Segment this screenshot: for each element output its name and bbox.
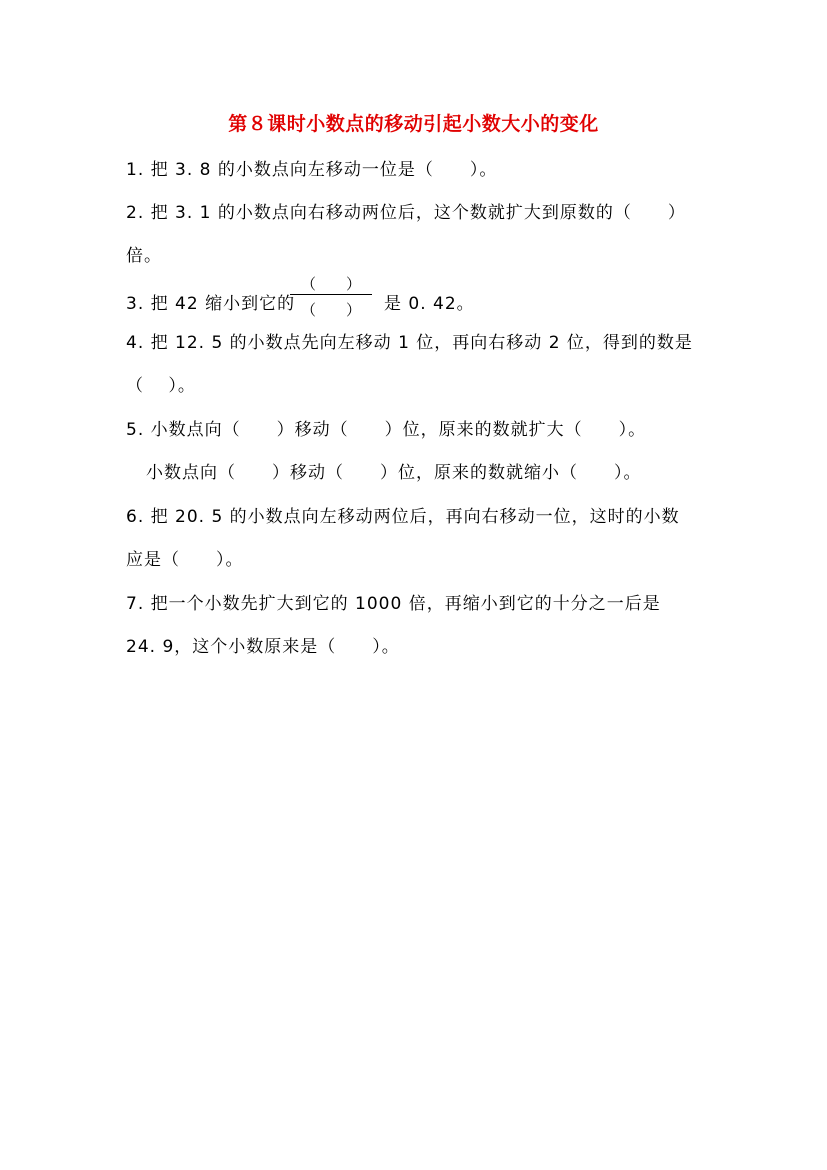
question-7-line-1: 7. 把一个小数先扩大到它的 1000 倍，再缩小到它的十分之一后是 bbox=[126, 594, 661, 614]
question-2-line-1: 2. 把 3. 1 的小数点向右移动两位后，这个数就扩大到原数的（ ） bbox=[126, 203, 686, 223]
question-1: 1. 把 3. 8 的小数点向左移动一位是（ ）。 bbox=[126, 160, 498, 180]
question-5-line-1: 5. 小数点向（ ）移动（ ）位，原来的数就扩大（ ）。 bbox=[126, 420, 647, 440]
question-6-line-2: 应是（ ）。 bbox=[126, 550, 244, 570]
question-7-line-2: 24. 9，这个小数原来是（ ）。 bbox=[126, 637, 400, 657]
question-6-line-1: 6. 把 20. 5 的小数点向左移动两位后，再向右移动一位，这时的小数 bbox=[126, 507, 680, 527]
question-5-line-2: 小数点向（ ）移动（ ）位，原来的数就缩小（ ）。 bbox=[146, 463, 642, 483]
page-title: 第８课时小数点的移动引起小数大小的变化 bbox=[228, 113, 599, 135]
question-4-line-2: （ ）。 bbox=[126, 376, 196, 396]
fraction-denominator: （ ） bbox=[300, 301, 361, 319]
question-3-prefix: 3. 把 42 缩小到它的 bbox=[126, 294, 296, 314]
question-3-suffix: 是 0. 42。 bbox=[384, 294, 475, 314]
fraction-numerator: （ ） bbox=[300, 275, 361, 293]
question-2-line-2: 倍。 bbox=[126, 246, 162, 266]
question-4-line-1: 4. 把 12. 5 的小数点先向左移动 1 位，再向右移动 2 位，得到的数是 bbox=[126, 333, 693, 353]
fraction-bar bbox=[290, 294, 372, 295]
